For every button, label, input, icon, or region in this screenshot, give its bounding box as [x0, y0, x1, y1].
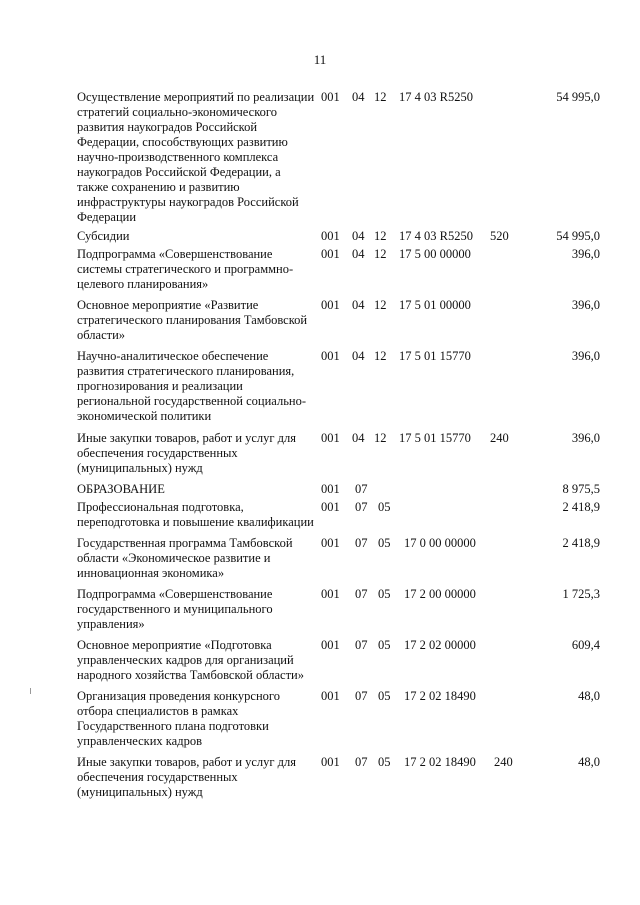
row-rz: 04 — [352, 247, 365, 261]
row-rz: 07 — [355, 482, 368, 496]
row-pr: 12 — [374, 431, 387, 445]
row-sum: 8 975,5 — [562, 482, 600, 496]
row-name: Субсидии — [77, 229, 130, 243]
row-ved: 001 — [321, 482, 340, 496]
row-csr: 17 5 01 15770 — [399, 349, 471, 363]
row-name: Иные закупки товаров, работ и услуг для обеспечения государственных (муниципальных) нужд — [77, 755, 297, 799]
row-pr: 05 — [378, 638, 391, 652]
row-csr: 17 2 02 18490 — [404, 689, 476, 703]
table-row — [0, 536, 640, 581]
row-ved: 001 — [321, 587, 340, 601]
row-csr: 17 2 02 00000 — [404, 638, 476, 652]
row-sum: 48,0 — [578, 689, 600, 703]
row-pr: 05 — [378, 755, 391, 769]
row-vr: 520 — [490, 229, 509, 243]
table-row — [0, 587, 640, 632]
row-sum: 1 725,3 — [562, 587, 600, 601]
row-pr: 05 — [378, 536, 391, 550]
row-sum: 2 418,9 — [562, 500, 600, 514]
row-name: Основное мероприятие «Подготовка управленческих кадров для организаций народного хозяйства Тамбовской области» — [77, 638, 304, 682]
row-ved: 001 — [321, 689, 340, 703]
row-csr: 17 4 03 R5250 — [399, 90, 473, 104]
row-name: Государственная программа Тамбовской области «Экономическое развитие и инновационная экономика» — [77, 536, 293, 580]
row-pr: 05 — [378, 500, 391, 514]
row-ved: 001 — [321, 431, 340, 445]
row-sum: 396,0 — [571, 247, 600, 261]
row-csr: 17 2 00 00000 — [404, 587, 476, 601]
row-sum: 396,0 — [571, 431, 600, 445]
row-sum: 2 418,9 — [562, 536, 600, 550]
row-name: Осуществление мероприятий по реализации стратегий социально-экономического развития наукоградов Российской Федерации, способствующих развитию научно-производственного комплекса наукоградов Российской Федерации, а также сохранению и развитию инфраструктуры наукоградов Российской Федерации — [77, 90, 315, 224]
row-pr: 12 — [374, 298, 387, 312]
row-rz: 07 — [355, 536, 368, 550]
row-pr: 12 — [374, 349, 387, 363]
row-ved: 001 — [321, 500, 340, 514]
row-pr: 05 — [378, 587, 391, 601]
row-name: Иные закупки товаров, работ и услуг для обеспечения государственных (муниципальных) нужд — [77, 431, 297, 475]
row-ved: 001 — [321, 755, 340, 769]
row-ved: 001 — [321, 349, 340, 363]
table-row — [0, 90, 640, 225]
row-rz: 07 — [355, 755, 368, 769]
row-sum: 54 995,0 — [556, 229, 600, 243]
row-name: Подпрограмма «Совершенствование системы стратегического и программно-целевого планирования» — [77, 247, 294, 291]
row-name: Научно-аналитическое обеспечение развития стратегического планирования, прогнозирования и реализации региональной государственной социально-экономической политики — [77, 349, 306, 423]
row-csr: 17 4 03 R5250 — [399, 229, 473, 243]
row-rz: 07 — [355, 587, 368, 601]
row-name: Организация проведения конкурсного отбора специалистов в рамках Государственного плана подготовки управленческих кадров — [77, 689, 280, 748]
row-ved: 001 — [321, 247, 340, 261]
row-sum: 54 995,0 — [556, 90, 600, 104]
row-name: Подпрограмма «Совершенствование государственного и муниципального управления» — [77, 587, 273, 631]
row-rz: 04 — [352, 349, 365, 363]
table-row — [0, 229, 640, 244]
row-name: Основное мероприятие «Развитие стратегического планирования Тамбовской области» — [77, 298, 308, 342]
row-name: Профессиональная подготовка, переподготовка и повышение квалификации — [77, 500, 314, 529]
row-rz: 04 — [352, 90, 365, 104]
row-pr: 12 — [374, 247, 387, 261]
row-csr: 17 2 02 18490 — [404, 755, 476, 769]
row-vr: 240 — [490, 431, 509, 445]
row-vr: 240 — [494, 755, 513, 769]
row-pr: 12 — [374, 90, 387, 104]
page-number: 11 — [313, 52, 327, 67]
row-ved: 001 — [321, 638, 340, 652]
row-sum: 396,0 — [571, 349, 600, 363]
table-row — [0, 500, 640, 530]
row-pr: 05 — [378, 689, 391, 703]
table-row — [0, 638, 640, 683]
row-ved: 001 — [321, 90, 340, 104]
row-ved: 001 — [321, 229, 340, 243]
row-sum: 396,0 — [571, 298, 600, 312]
row-rz: 07 — [355, 638, 368, 652]
row-sum: 609,4 — [571, 638, 600, 652]
row-rz: 04 — [352, 298, 365, 312]
row-csr: 17 5 00 00000 — [399, 247, 471, 261]
margin-mark — [30, 688, 31, 694]
row-rz: 07 — [355, 689, 368, 703]
table-row — [0, 349, 640, 424]
budget-table — [0, 90, 640, 800]
row-csr: 17 5 01 15770 — [399, 431, 471, 445]
row-csr: 17 5 01 00000 — [399, 298, 471, 312]
row-ved: 001 — [321, 298, 340, 312]
row-rz: 04 — [352, 431, 365, 445]
table-row — [0, 482, 640, 497]
row-rz: 07 — [355, 500, 368, 514]
row-rz: 04 — [352, 229, 365, 243]
table-row — [0, 247, 640, 292]
row-ved: 001 — [321, 536, 340, 550]
table-row — [0, 755, 640, 800]
table-row — [0, 431, 640, 476]
table-row — [0, 689, 640, 749]
row-name: ОБРАЗОВАНИЕ — [77, 482, 165, 496]
row-csr: 17 0 00 00000 — [404, 536, 476, 550]
table-row — [0, 298, 640, 343]
row-sum: 48,0 — [578, 755, 600, 769]
row-pr: 12 — [374, 229, 387, 243]
